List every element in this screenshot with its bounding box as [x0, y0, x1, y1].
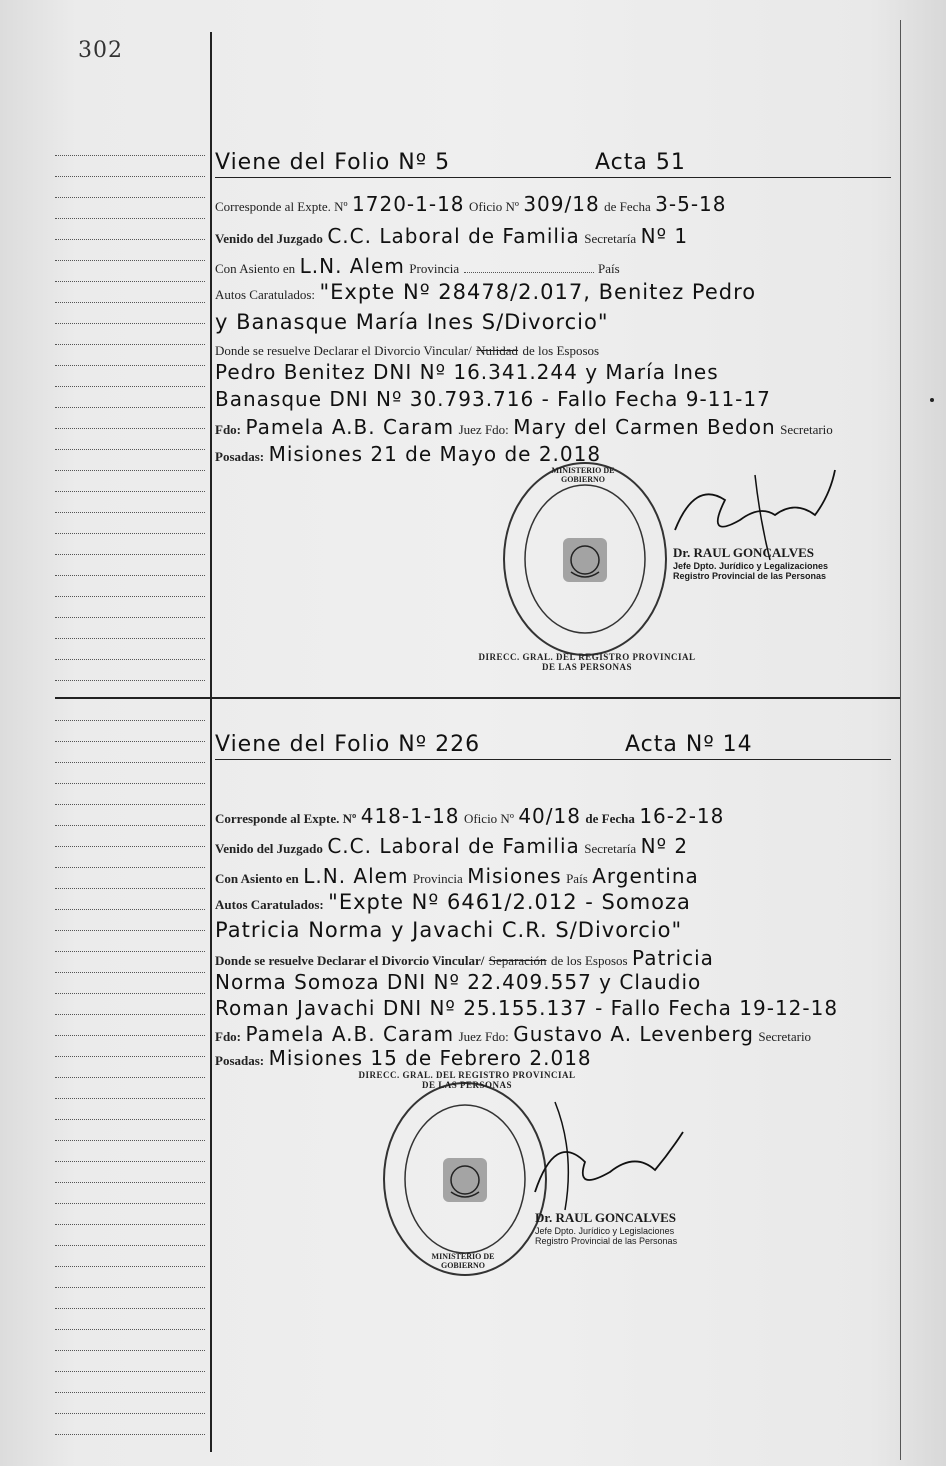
margin-dotted-line: [55, 407, 205, 408]
right-edge-rule: [900, 20, 901, 1460]
esposos-row-2: [215, 996, 838, 1020]
record-1: [215, 140, 895, 680]
signer-office: Registro Provincial de las Personas: [535, 1236, 678, 1246]
seal-outer-text: DIRECC. GRAL. DEL REGISTRO PROVINCIAL DE LAS PERSONAS: [358, 1070, 576, 1090]
margin-dotted-line: [55, 1434, 205, 1435]
margin-dotted-line: [55, 449, 205, 450]
stray-mark: [930, 398, 934, 402]
juzgado-label: Venido del Juzgado: [215, 231, 323, 246]
posadas-row: [215, 1046, 592, 1070]
juzgado-value: C.C. Laboral de Familia: [327, 834, 580, 858]
secretario-label: Secretario: [758, 1029, 812, 1044]
secretario-name: Mary del Carmen Bedon: [513, 415, 776, 439]
autos-value-1: "Expte Nº 6461/2.012 - Somoza: [328, 890, 691, 914]
margin-dotted-line: [55, 176, 205, 177]
asiento-value: L.N. Alem: [303, 864, 409, 888]
margin-dotted-line: [55, 867, 205, 868]
expte-label: Corresponde al Expte. Nº: [215, 811, 357, 826]
secretaria-label: Secretaría: [584, 231, 637, 246]
acta-number: Acta Nº 14: [625, 732, 753, 757]
esposos-row-1: [215, 360, 719, 384]
expte-label: Corresponde al Expte. Nº: [215, 199, 348, 214]
autos-row-1: [215, 280, 756, 304]
provincia-label: Provincia: [412, 871, 463, 886]
juez-label: Juez Fdo:: [458, 1029, 509, 1044]
margin-dotted-line: [55, 1245, 205, 1246]
asiento-label: Con Asiento en: [215, 871, 299, 886]
margin-dotted-line: [55, 1119, 205, 1120]
esposos-label: de los Esposos: [551, 953, 628, 968]
margin-dotted-line: [55, 197, 205, 198]
margin-dotted-line: [55, 302, 205, 303]
pais-label: País: [598, 261, 620, 276]
esposos-row-2: [215, 387, 771, 411]
margin-dotted-line: [55, 1056, 205, 1057]
expte-value: 418-1-18: [360, 804, 460, 828]
margin-dotted-line: [55, 930, 205, 931]
asiento-value: L.N. Alem: [299, 254, 405, 278]
margin-dotted-line: [55, 512, 205, 513]
autos-value-2: y Banasque María Ines S/Divorcio": [215, 310, 609, 334]
official-seal: [503, 462, 667, 656]
margin-dotted-line: [55, 260, 205, 261]
posadas-value: Misiones 15 de Febrero 2.018: [268, 1046, 592, 1070]
margin-dotted-line: [55, 909, 205, 910]
donde-row: [215, 946, 714, 970]
margin-dotted-line: [55, 680, 205, 681]
margin-dotted-line: [55, 1308, 205, 1309]
donde-row: [215, 342, 599, 360]
margin-dotted-line: [55, 1371, 205, 1372]
signer-name: Dr. RAUL GONCALVES: [673, 545, 814, 560]
margin-dotted-line: [55, 1140, 205, 1141]
margin-dotted-line: [55, 1203, 205, 1204]
esposos-label: de los Esposos: [522, 343, 600, 358]
signer-name: Dr. RAUL GONCALVES: [535, 1210, 676, 1225]
asiento-row: [215, 254, 620, 278]
autos-value-2: Patricia Norma y Javachi C.R. S/Divorcio": [215, 918, 683, 942]
folio-reference: Viene del Folio Nº 226: [215, 732, 481, 757]
pais-label: País: [566, 871, 588, 886]
seal-inner-text: MINISTERIO DE GOBIERNO: [551, 466, 615, 484]
juez-name: Pamela A.B. Caram: [245, 415, 455, 439]
juzgado-value: C.C. Laboral de Familia: [327, 224, 580, 248]
struck-word: Separación: [488, 953, 547, 968]
margin-dotted-line: [55, 617, 205, 618]
posadas-label: Posadas:: [215, 449, 265, 464]
esposos-value-2: Banasque DNI Nº 30.793.716 - Fallo Fecha 9-11-17: [215, 387, 771, 411]
margin-dotted-line: [55, 1350, 205, 1351]
margin-dotted-line: [55, 491, 205, 492]
margin-dotted-line: [55, 659, 205, 660]
margin-dotted-line: [55, 1161, 205, 1162]
provincia-value: Misiones: [467, 864, 562, 888]
margin-dotted-line: [55, 1035, 205, 1036]
secretaria-label: Secretaría: [584, 841, 637, 856]
juzgado-row: [215, 224, 688, 248]
asiento-label: Con Asiento en: [215, 261, 296, 276]
expte-row: [215, 192, 727, 216]
margin-dotted-line: [55, 1014, 205, 1015]
record-header: [215, 150, 895, 175]
oficio-label: Oficio Nº: [468, 199, 519, 214]
margin-dotted-line: [55, 575, 205, 576]
oficio-value: 309/18: [523, 192, 600, 216]
esposos-row-1: [215, 970, 701, 994]
expte-row: [215, 804, 724, 828]
handwritten-signature: [515, 1092, 695, 1212]
posadas-label: Posadas:: [215, 1053, 265, 1068]
signer-role: Jefe Dpto. Jurídico y Legalizaciones: [673, 561, 829, 571]
provincia-label: Provincia: [409, 261, 460, 276]
fdo-label: Fdo:: [215, 1029, 241, 1044]
seal-outer-text: DIRECC. GRAL. DEL REGISTRO PROVINCIAL DE LAS PERSONAS: [478, 652, 696, 672]
autos-value-1: "Expte Nº 28478/2.017, Benitez Pedro: [319, 280, 757, 304]
esposos-value-0: Patricia: [632, 946, 714, 970]
secretario-label: Secretario: [780, 422, 833, 437]
juez-name: Pamela A.B. Caram: [245, 1022, 455, 1046]
secretaria-value: Nº 1: [640, 224, 689, 248]
oficio-value: 40/18: [518, 804, 581, 828]
margin-dotted-line: [55, 470, 205, 471]
margin-dotted-line: [55, 344, 205, 345]
signature-block: [673, 545, 828, 581]
secretaria-value: Nº 2: [640, 834, 689, 858]
autos-row-2: [215, 310, 609, 334]
margin-dotted-line: [55, 951, 205, 952]
margin-dotted-line: [55, 972, 205, 973]
margin-dotted-line: [55, 1266, 205, 1267]
esposos-value-1: Pedro Benitez DNI Nº 16.341.244 y María Ines: [215, 360, 719, 384]
donde-label: Donde se resuelve Declarar el Divorcio Vincular/: [215, 343, 472, 358]
record-header: [215, 732, 895, 757]
margin-dotted-line: [55, 533, 205, 534]
posadas-row: [215, 442, 601, 466]
pais-value: Argentina: [592, 864, 699, 888]
struck-word: Nulidad: [476, 343, 519, 358]
fecha-label: de Fecha: [604, 199, 651, 214]
margin-dotted-line: [55, 1392, 205, 1393]
expte-value: 1720-1-18: [352, 192, 465, 216]
margin-dotted-line: [55, 1413, 205, 1414]
signature-block: [535, 1210, 677, 1246]
margin-dotted-line: [55, 720, 205, 721]
margin-dotted-line: [55, 365, 205, 366]
seal-inner-text: MINISTERIO DE GOBIERNO: [431, 1252, 495, 1270]
margin-dotted-line: [55, 554, 205, 555]
margin-dotted-line: [55, 596, 205, 597]
margin-dotted-line: [55, 638, 205, 639]
signer-office: Registro Provincial de las Personas: [673, 571, 827, 581]
asiento-row: [215, 864, 699, 888]
juzgado-label: Venido del Juzgado: [215, 841, 323, 856]
autos-row-1: [215, 890, 691, 914]
margin-dotted-line: [55, 993, 205, 994]
fdo-label: Fdo:: [215, 422, 241, 437]
folio-reference: Viene del Folio Nº 5: [215, 150, 451, 175]
donde-label: Donde se resuelve Declarar el Divorcio Vincular/: [215, 953, 485, 968]
margin-dotted-line: [55, 428, 205, 429]
margin-dotted-line: [55, 741, 205, 742]
esposos-value-2: Roman Javachi DNI Nº 25.155.137 - Fallo Fecha 19-12-18: [215, 996, 839, 1020]
fecha-value: 16-2-18: [639, 804, 725, 828]
margin-rule: [210, 32, 212, 1452]
autos-label: Autos Caratulados:: [215, 287, 316, 302]
juez-label: Juez Fdo:: [458, 422, 509, 437]
margin-dotted-line: [55, 239, 205, 240]
signer-role: Jefe Dpto. Jurídico y Legislaciones: [535, 1226, 675, 1236]
margin-dotted-line: [55, 762, 205, 763]
oficio-label: Oficio Nº: [463, 811, 514, 826]
firmas-row: [215, 1022, 811, 1046]
esposos-value-1: Norma Somoza DNI Nº 22.409.557 y Claudio: [215, 970, 702, 994]
posadas-value: Misiones 21 de Mayo de 2.018: [268, 442, 602, 466]
record-2: [215, 722, 895, 1282]
margin-dotted-line: [55, 783, 205, 784]
secretario-name: Gustavo A. Levenberg: [513, 1022, 754, 1046]
fecha-label: de Fecha: [585, 811, 635, 826]
margin-dotted-line: [55, 281, 205, 282]
margin-dotted-line: [55, 1077, 205, 1078]
autos-row-2: [215, 918, 682, 942]
margin-dotted-line: [55, 218, 205, 219]
margin-dotted-line: [55, 323, 205, 324]
margin-dotted-line: [55, 846, 205, 847]
margin-dotted-line: [55, 825, 205, 826]
record-separator: [55, 697, 900, 699]
margin-dotted-line: [55, 1098, 205, 1099]
juzgado-row: [215, 834, 688, 858]
acta-number: Acta 51: [595, 150, 686, 175]
seal-graphic: [505, 464, 665, 654]
autos-label: Autos Caratulados:: [215, 897, 324, 912]
fecha-value: 3-5-18: [655, 192, 727, 216]
margin-dotted-line: [55, 888, 205, 889]
margin-dotted-line: [55, 804, 205, 805]
margin-dotted-line: [55, 1224, 205, 1225]
margin-dotted-line: [55, 155, 205, 156]
page-number: 302: [78, 38, 123, 63]
margin-dotted-line: [55, 1329, 205, 1330]
firmas-row: [215, 415, 833, 439]
margin-dotted-line: [55, 1182, 205, 1183]
margin-dotted-line: [55, 386, 205, 387]
margin-dotted-line: [55, 1287, 205, 1288]
